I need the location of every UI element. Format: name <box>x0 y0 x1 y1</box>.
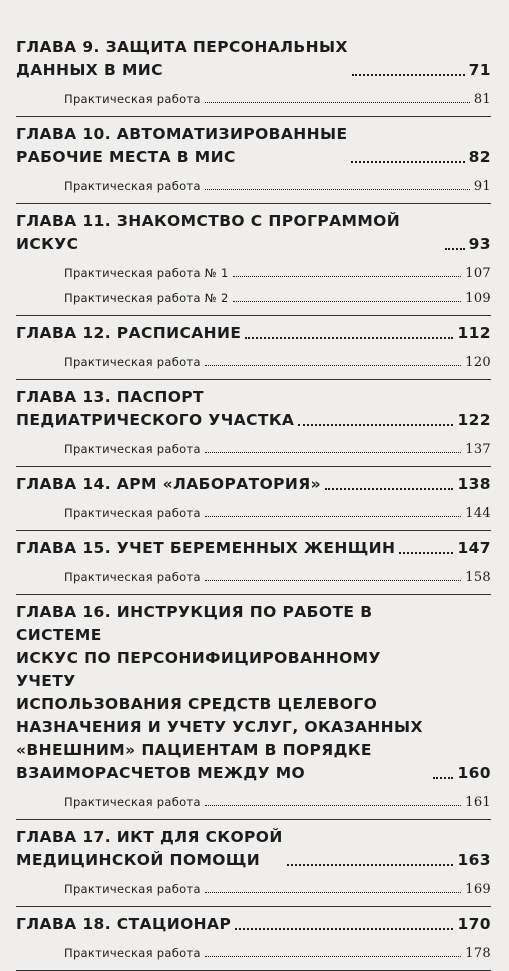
chapter-title: ГЛАВА 11. ЗНАКОМСТВО С ПРОГРАММОЙ ИСКУС <box>16 212 401 253</box>
chapter-page-number: 138 <box>457 475 491 493</box>
dot-leader <box>352 74 465 76</box>
subsection-page-number: 137 <box>465 442 491 457</box>
subsection-page-number: 91 <box>473 179 491 194</box>
subsection-page-number: 109 <box>465 291 491 306</box>
dot-leader <box>205 189 470 190</box>
chapter-separator <box>16 203 491 204</box>
chapter-separator <box>16 379 491 380</box>
chapter-separator <box>16 594 491 595</box>
dot-leader <box>205 805 461 806</box>
chapter-title: ГЛАВА 9. ЗАЩИТА ПЕРСОНАЛЬНЫХ ДАННЫХ В МИС <box>16 38 348 79</box>
subsection-label: Практическая работа № 2 <box>64 291 229 305</box>
subsection-label: Практическая работа <box>64 442 201 456</box>
chapter-entry <box>16 601 491 785</box>
subsection-entry <box>16 266 491 281</box>
chapter-page-number: 160 <box>457 764 491 782</box>
chapter-title: ГЛАВА 17. ИКТ ДЛЯ СКОРОЙ МЕДИЦИНСКОЙ ПОМОЩИ <box>16 828 283 869</box>
dot-leader <box>205 892 461 893</box>
chapter-separator <box>16 530 491 531</box>
dot-leader <box>433 777 453 779</box>
subsection-label: Практическая работа <box>64 355 201 369</box>
chapter-page-number: 122 <box>457 411 491 429</box>
dot-leader <box>287 864 454 866</box>
chapter-title: ГЛАВА 13. ПАСПОРТ ПЕДИАТРИЧЕСКОГО УЧАСТКА <box>16 388 295 429</box>
subsection-entry <box>16 355 491 370</box>
chapter-page-number: 82 <box>468 148 491 166</box>
dot-leader <box>233 276 462 277</box>
chapter-entry <box>16 826 491 872</box>
subsection-page-number: 107 <box>465 266 491 281</box>
subsection-label: Практическая работа № 1 <box>64 266 229 280</box>
chapter-title: ГЛАВА 18. СТАЦИОНАР <box>16 915 232 933</box>
subsection-entry <box>16 882 491 897</box>
chapter-entry <box>16 322 491 345</box>
subsection-page-number: 81 <box>473 92 491 107</box>
dot-leader <box>205 580 461 581</box>
subsection-label: Практическая работа <box>64 570 201 584</box>
subsection-entry <box>16 442 491 457</box>
dot-leader <box>233 301 462 302</box>
chapter-title: ГЛАВА 12. РАСПИСАНИЕ <box>16 324 242 342</box>
chapter-page-number: 71 <box>468 61 491 79</box>
chapter-page-number: 147 <box>457 539 491 557</box>
chapter-separator <box>16 466 491 467</box>
chapter-entry <box>16 210 491 256</box>
subsection-entry <box>16 946 491 961</box>
dot-leader <box>205 365 461 366</box>
subsection-label: Практическая работа <box>64 882 201 896</box>
dot-leader <box>205 956 461 957</box>
subsection-entry <box>16 506 491 521</box>
chapter-title: ГЛАВА 16. ИНСТРУКЦИЯ ПО РАБОТЕ В СИСТЕМЕ ИСКУС ПО ПЕРСОНИФИЦИРОВАННОМУ УЧЕТУ ИСПОЛЬЗОВАНИЯ СРЕДСТВ ЦЕЛЕВОГО НАЗНАЧЕНИЯ И УЧЕТУ УСЛУГ, ОКАЗАННЫХ «ВНЕШНИМ» ПАЦИЕНТАМ В ПОРЯДКЕ ВЗАИМОРАСЧЕТОВ МЕЖДУ МО <box>16 603 423 782</box>
dot-leader <box>245 337 453 339</box>
dot-leader <box>205 452 461 453</box>
chapter-entry <box>16 386 491 432</box>
subsection-label: Практическая работа <box>64 179 201 193</box>
subsection-label: Практическая работа <box>64 946 201 960</box>
chapter-title: ГЛАВА 15. УЧЕТ БЕРЕМЕННЫХ ЖЕНЩИН <box>16 539 396 557</box>
dot-leader <box>325 488 453 490</box>
chapter-entry <box>16 537 491 560</box>
chapter-title: ГЛАВА 10. АВТОМАТИЗИРОВАННЫЕ РАБОЧИЕ МЕСТА В МИС <box>16 125 348 166</box>
chapter-separator <box>16 315 491 316</box>
chapter-title: ГЛАВА 14. АРМ «ЛАБОРАТОРИЯ» <box>16 475 322 493</box>
chapter-page-number: 112 <box>457 324 491 342</box>
dot-leader <box>298 424 453 426</box>
chapter-page-number: 170 <box>457 915 491 933</box>
subsection-page-number: 178 <box>465 946 491 961</box>
chapter-entry <box>16 913 491 936</box>
chapter-separator <box>16 906 491 907</box>
subsection-label: Практическая работа <box>64 92 201 106</box>
dot-leader <box>205 516 461 517</box>
dot-leader <box>399 552 453 554</box>
subsection-page-number: 161 <box>465 795 491 810</box>
subsection-label: Практическая работа <box>64 795 201 809</box>
subsection-entry <box>16 92 491 107</box>
chapter-page-number: 163 <box>457 851 491 869</box>
dot-leader <box>205 102 470 103</box>
chapter-separator <box>16 116 491 117</box>
subsection-page-number: 144 <box>465 506 491 521</box>
chapter-entry <box>16 123 491 169</box>
subsection-entry <box>16 795 491 810</box>
dot-leader <box>235 928 453 930</box>
chapter-entry <box>16 473 491 496</box>
subsection-page-number: 120 <box>465 355 491 370</box>
dot-leader <box>445 248 465 250</box>
table-of-contents <box>16 30 491 971</box>
subsection-page-number: 169 <box>465 882 491 897</box>
chapter-entry <box>16 36 491 82</box>
chapter-page-number: 93 <box>468 235 491 253</box>
subsection-page-number: 158 <box>465 570 491 585</box>
dot-leader <box>351 161 464 163</box>
subsection-entry <box>16 179 491 194</box>
subsection-label: Практическая работа <box>64 506 201 520</box>
subsection-entry <box>16 291 491 306</box>
chapter-separator <box>16 819 491 820</box>
subsection-entry <box>16 570 491 585</box>
